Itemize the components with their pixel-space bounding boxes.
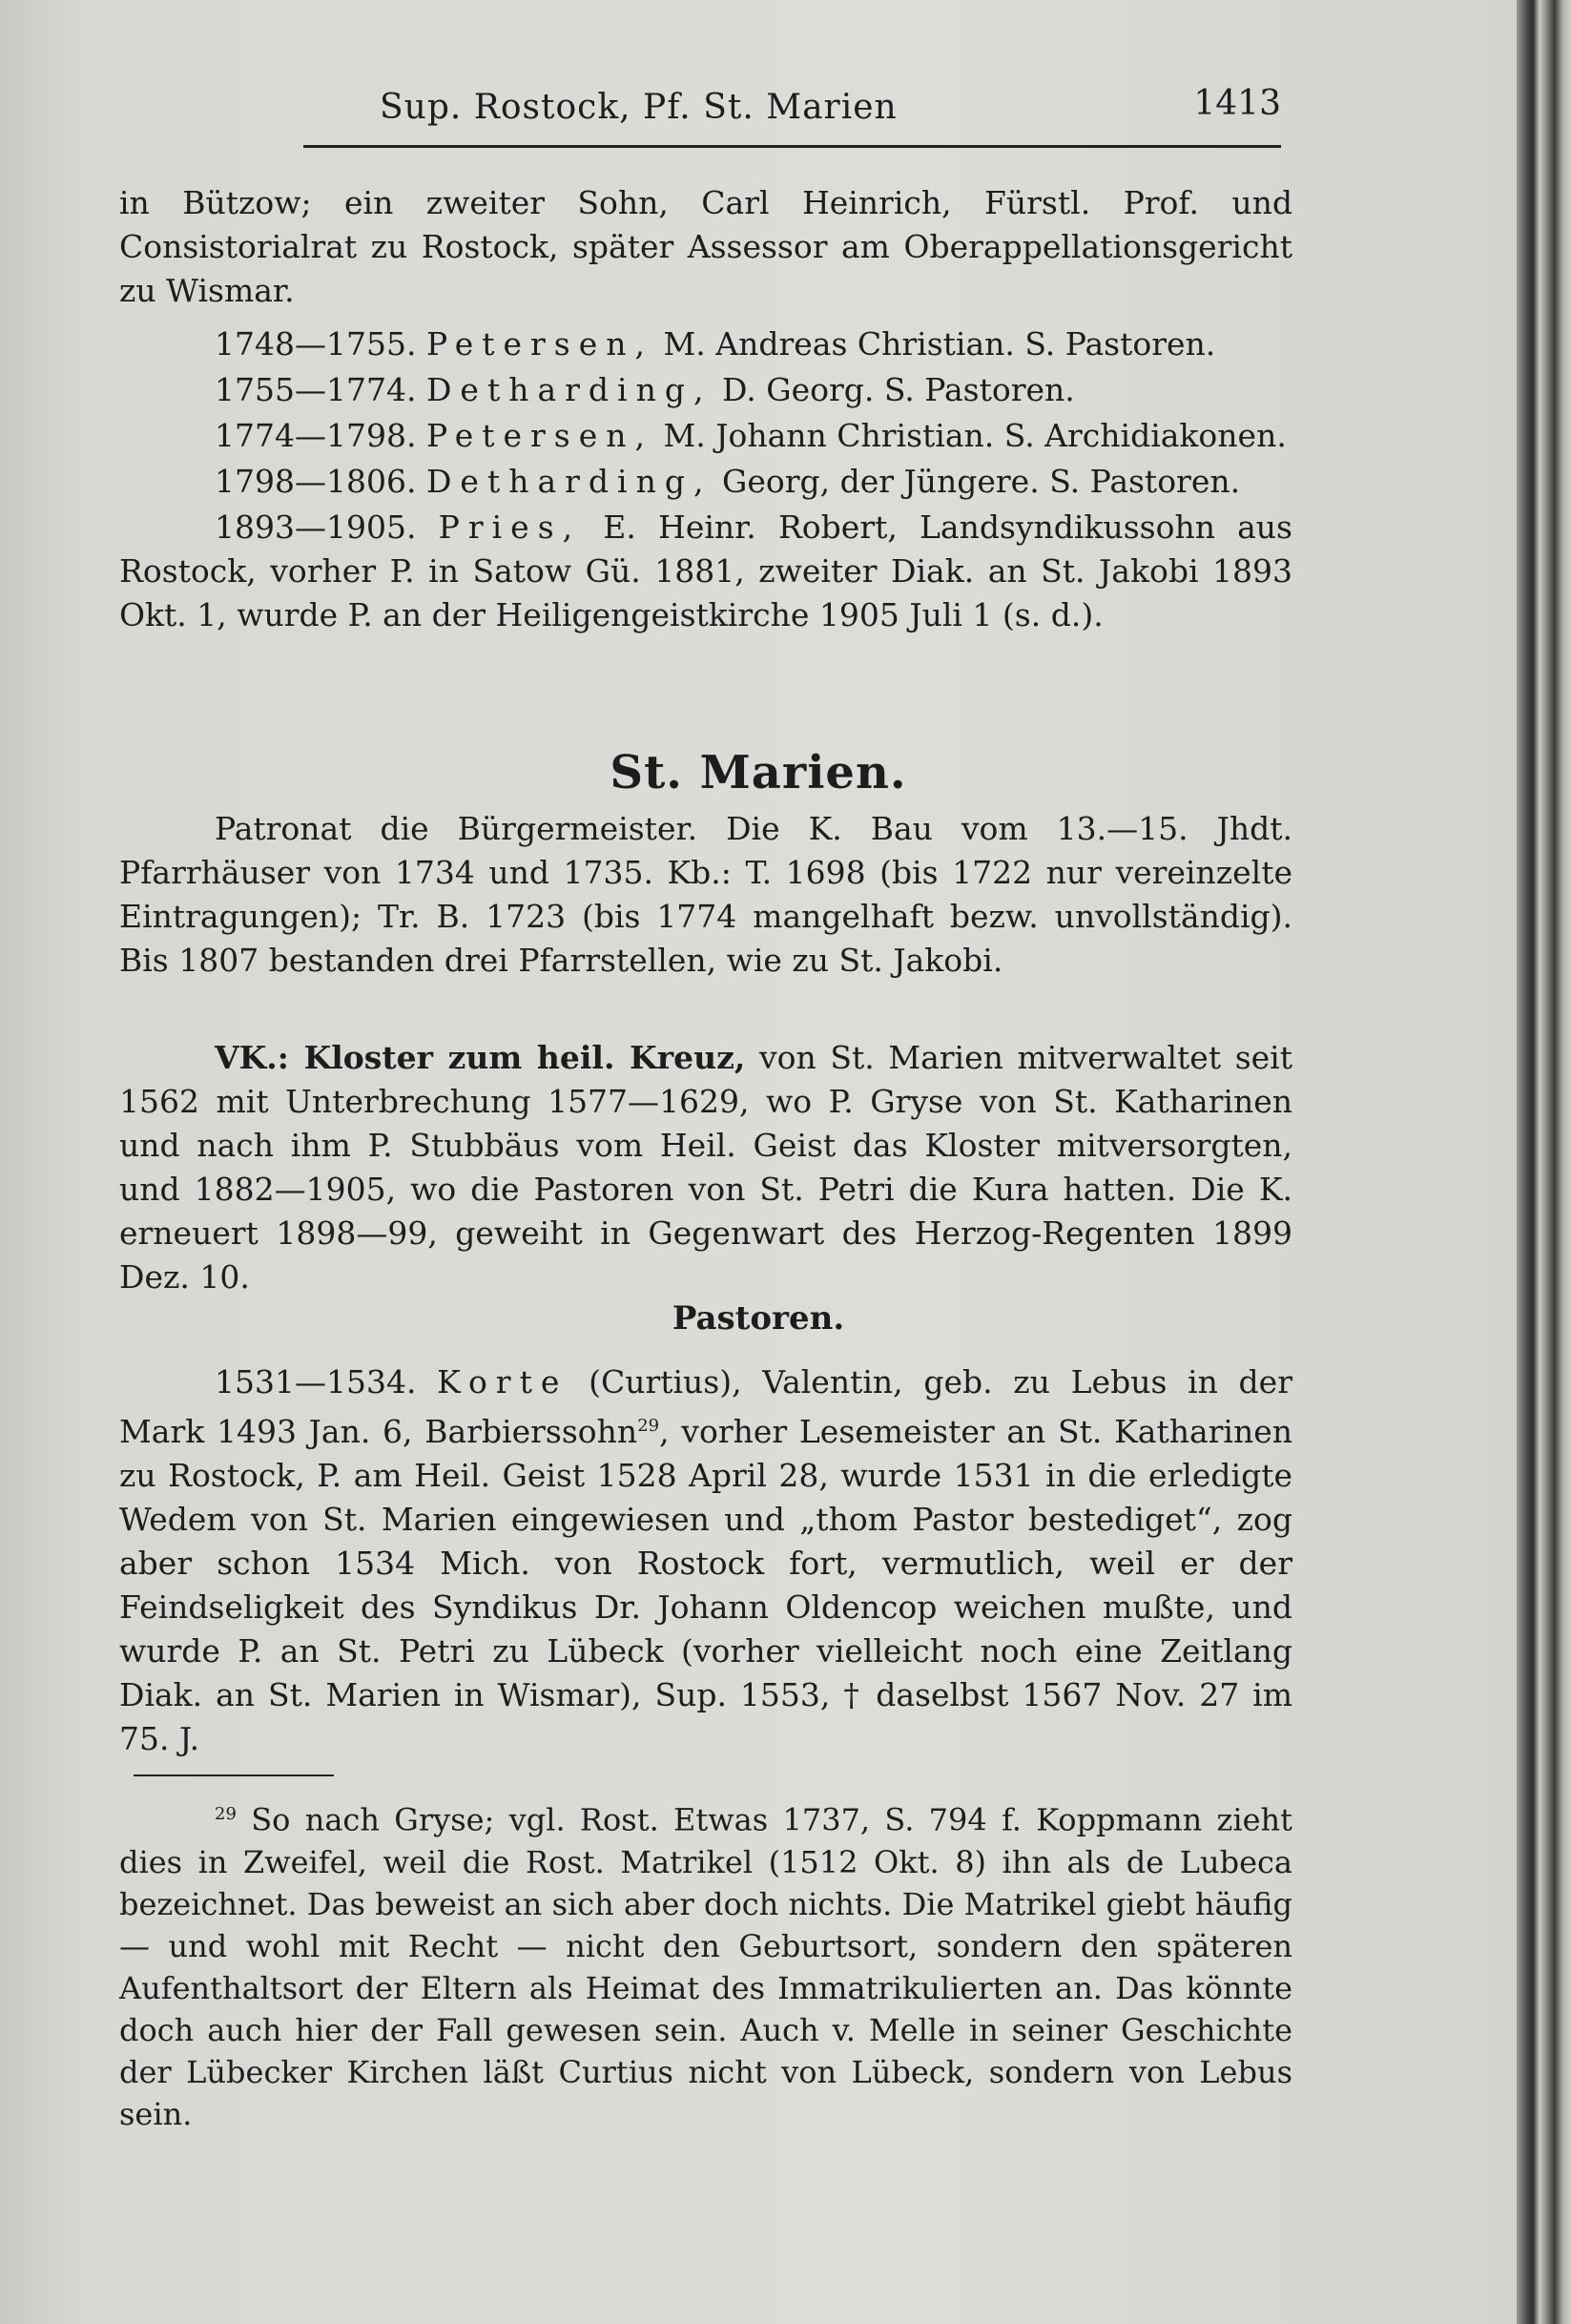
entry-text: Georg, der Jüngere. S. Pastoren. (712, 463, 1241, 500)
footnote-number: 29 (215, 1804, 237, 1824)
footnote-text (119, 1794, 1292, 2135)
entry-name: Detharding, (425, 371, 713, 408)
running-title: Sup. Rostock, Pf. St. Marien (380, 88, 898, 127)
korte-years: 1531—1534. (215, 1363, 417, 1401)
vk-paragraph (119, 1036, 1292, 1299)
entry-years: 1774—1798. (215, 417, 417, 454)
vk-label: VK.: Kloster zum heil. Kreuz, (215, 1039, 746, 1076)
pastor-entry (119, 506, 1292, 637)
entry-years: 1748—1755. (215, 325, 417, 363)
vk-text (119, 1036, 1292, 1299)
pastor-entry (119, 414, 1292, 458)
entry-text: M. Johann Christian. S. Archidiakonen. (653, 417, 1287, 454)
running-header (303, 84, 1281, 148)
entry-text: D. Georg. S. Pastoren. (712, 371, 1075, 408)
pastor-entries (119, 322, 1292, 637)
korte-body-2: , vorher Lesemeister an St. Katharinen zu Rostock, P. am Heil. Geist 1528 April 28, wurde 1531 in die erledigte Wedem von St. Marien eingewiesen und „thom Pastor bestediget“, zog aber schon 1534 Mich. von Rostock fort, vermutlich, weil er der Feindseligkeit des Syndikus Dr. Johann Oldencop weichen mußte, und wurde P. an St. Petri zu Lübeck (vorher vielleicht noch eine Zeitlang Diak. an St. Marien in Wismar), Sup. 1553, † daselbst 1567 Nov. 27 im 75. J. (119, 1413, 1292, 1757)
entry-name: Pries, (438, 508, 582, 546)
pastor-entry (119, 460, 1292, 504)
korte-entry (119, 1360, 1292, 1761)
vk-body: von St. Marien mitverwaltet seit 1562 mit Unterbrechung 1577—1629, wo P. Gryse von St. Katharinen und nach ihm P. Stubbäus vom Heil. Geist das Kloster mitversorgten, und 1882—1905, wo die Pastoren von St. Petri die Kura hatten. Die K. erneuert 1898—99, geweiht in Gegenwart des Herzog-Regenten 1899 Dez. 10. (119, 1039, 1292, 1296)
korte-text (119, 1360, 1292, 1761)
entry-years: 1798—1806. (215, 463, 417, 500)
entry-text: M. Andreas Christian. S. Pastoren. (653, 325, 1216, 363)
intro-paragraph (119, 181, 1292, 313)
intro-text: in Bützow; ein zweiter Sohn, Carl Heinrich, Fürstl. Prof. und Consistorialrat zu Rostock, später Assessor am Oberappellationsgericht zu Wismar. (119, 184, 1292, 309)
pastor-entry (119, 368, 1292, 412)
entry-name: Petersen, (425, 325, 653, 363)
pastor-entry (119, 322, 1292, 366)
korte-body-1: (Curtius), Valentin, geb. zu Lebus in der Mark 1493 Jan. 6, Barbierssohn (119, 1363, 1292, 1450)
footnote-body: So nach Gryse; vgl. Rost. Etwas 1737, S. 794 f. Koppmann zieht dies in Zweifel, weil die Rost. Matrikel (1512 Okt. 8) ihn als de Lubeca bezeichnet. Das beweist an sich aber doch nichts. Die Matrikel giebt häufig — und wohl mit Recht — nicht den Geburtsort, sondern den späteren Aufenthaltsort der Eltern als Heimat des Immatrikulierten an. Das könnte doch auch hier der Fall gewesen sein. Auch v. Melle in seiner Geschichte der Lübecker Kirchen läßt Curtius nicht von Lübeck, sondern von Lebus sein. (119, 1801, 1292, 2132)
patronat-paragraph (119, 807, 1292, 983)
footnote-divider (134, 1774, 334, 1776)
entry-years: 1755—1774. (215, 371, 417, 408)
entry-years: 1893—1905. (215, 508, 417, 546)
pastoren-subheading: Pastoren. (672, 1299, 845, 1338)
footnote (119, 1794, 1292, 2135)
entry-name: Petersen, (425, 417, 653, 454)
book-spine (1517, 0, 1571, 2324)
patronat-text: Patronat die Bürgermeister. Die K. Bau vom 13.—15. Jhdt. Pfarrhäuser von 1734 und 1735. Kb.: T. 1698 (bis 1722 nur vereinzelte Eintragungen); Tr. B. 1723 (bis 1774 mangelhaft bezw. unvollständig). Bis 1807 bestanden drei Pfarrstellen, wie zu St. Jakobi. (119, 810, 1292, 979)
korte-name: Korte (437, 1363, 568, 1401)
entry-text: E. Heinr. Robert, Landsyndikussohn aus Rostock, vorher P. in Satow Gü. 1881, zweiter Diak. an St. Jakobi 1893 Okt. 1, wurde P. an der Heiligengeistkirche 1905 Juli 1 (s. d.). (119, 508, 1292, 633)
page-number: 1413 (1193, 84, 1281, 123)
entry-name: Detharding, (425, 463, 713, 500)
footnote-reference: 29 (637, 1416, 660, 1436)
section-heading: St. Marien. (610, 746, 907, 799)
